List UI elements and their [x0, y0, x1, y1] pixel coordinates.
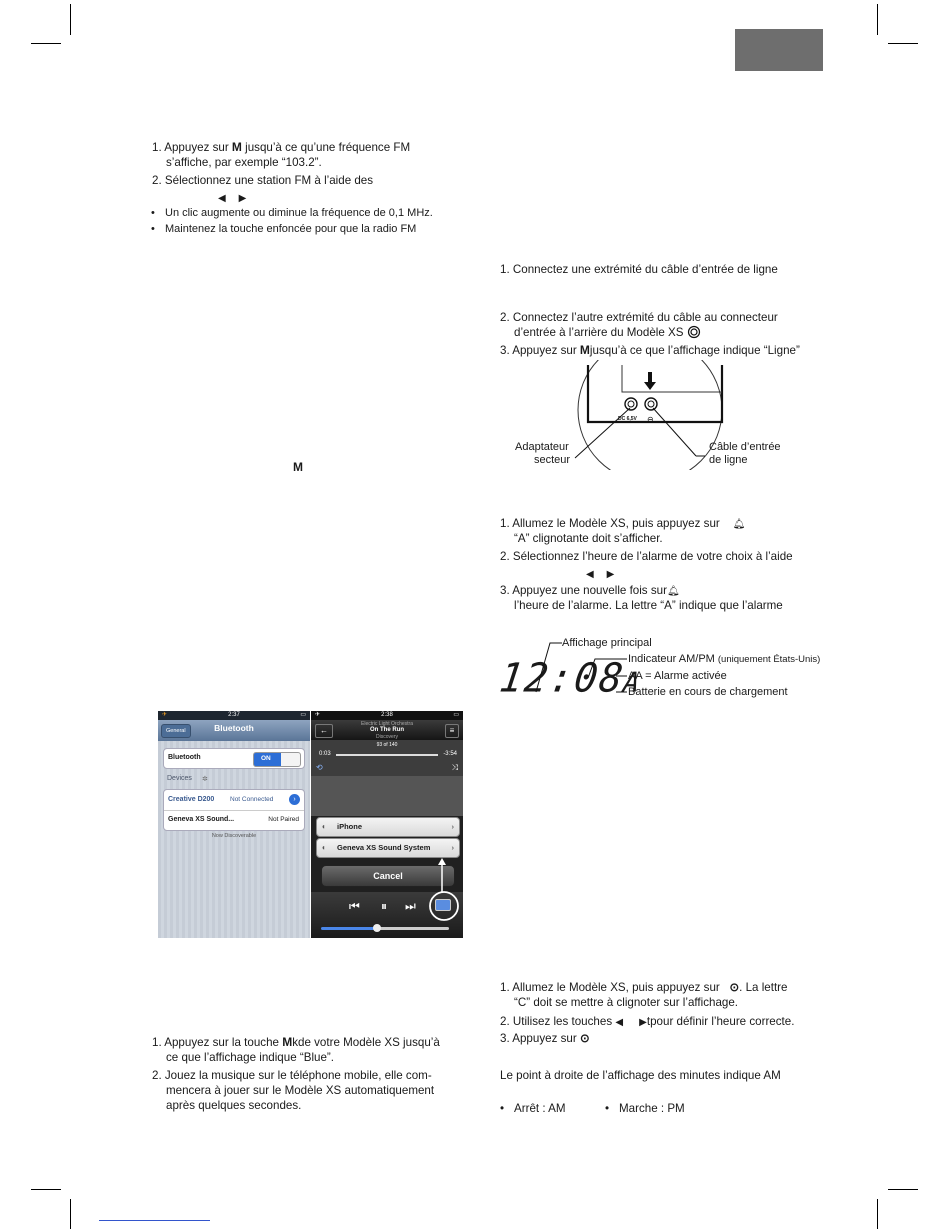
alarm-step-3: 3. Appuyez une nouvelle fois sur🔔︎: [500, 584, 680, 597]
detail-disclosure-icon[interactable]: ›: [289, 794, 300, 805]
crop-mark: [70, 4, 71, 35]
crop-mark: [877, 4, 878, 35]
bluetooth-toggle[interactable]: ON: [253, 752, 301, 767]
m-key-icon: M: [231, 140, 242, 154]
music-player-screenshot: [311, 711, 463, 938]
alarm-step-1-cont: “A” clignotante doit s’afficher.: [514, 532, 663, 545]
m-key-icon: M: [282, 1035, 293, 1049]
cable-label: Câble d’entrée: [709, 441, 781, 453]
line-step-2: 2. Connectez l’autre extrémité du câble au connecteur: [500, 311, 778, 324]
previous-icon[interactable]: ⏮: [349, 899, 360, 913]
fm-bullet-1: • Un clic augmente ou diminue la fréquence de 0,1 MHz.: [165, 206, 433, 221]
bell-icon: 🔔︎: [666, 586, 680, 597]
m-key-icon: M: [293, 460, 303, 474]
line-step-3: 3. Appuyez sur Mjusqu’à ce que l’affichage indique “Ligne”: [500, 343, 800, 357]
fm-step-1-cont: s’affiche, par exemple “103.2”.: [166, 156, 322, 169]
airplane-icon: ✈: [162, 712, 168, 718]
device-row[interactable]: Geneva XS Sound... Not Paired: [168, 816, 299, 823]
next-icon[interactable]: ⏭: [405, 899, 416, 913]
scrubber-panel: 93 of 140 0:03 -3:54 ⟲ ⤨: [311, 740, 463, 776]
cancel-button[interactable]: Cancel: [321, 865, 455, 887]
back-arrow-button[interactable]: ←: [315, 724, 333, 738]
alarm-arrow-keys: [586, 566, 614, 582]
pause-icon[interactable]: ⏸: [381, 899, 388, 913]
lcd-label-alarm: AA = Alarme activée: [628, 670, 727, 682]
cable-label: de ligne: [709, 454, 748, 466]
line-in-icon: [687, 325, 701, 339]
devices-header: Devices: [167, 775, 192, 782]
lcd-label-main: Affichage principal: [562, 637, 652, 649]
now-playing-header: ← Electric Light Orchestra On The Run Discovery ≡: [311, 720, 463, 740]
lcd-label-battery: Batterie en cours de chargement: [628, 686, 788, 698]
am-note: Le point à droite de l’affichage des minutes indique AM: [500, 1069, 781, 1082]
clock-step-1: 1. Allumez le Modèle XS, puis appuyez sur ⊙. La lettre: [500, 981, 788, 994]
alarm-step-3-cont: l’heure de l’alarme. La lettre “A” indique que l’alarme: [514, 599, 783, 612]
route-iphone-button[interactable]: ◖ iPhone ›: [316, 817, 460, 837]
callout-overlay: [311, 711, 463, 938]
bluetooth-row: Bluetooth ON: [163, 748, 305, 769]
battery-icon: ▭: [300, 712, 306, 718]
shuffle-icon[interactable]: ⤨: [451, 763, 458, 772]
line-in-icon: ⊖: [647, 415, 654, 424]
list-icon[interactable]: ≡: [445, 724, 459, 738]
bt-step-2: 2. Jouez la musique sur le téléphone mobile, elle com-: [152, 1069, 432, 1082]
left-arrow-icon: ◀: [218, 193, 226, 204]
bt-step-1-cont: ce que l’affichage indique “Blue”.: [166, 1051, 335, 1064]
spinner-icon: ✲: [202, 776, 208, 783]
bullet-marche: • Marche : PM: [619, 1101, 685, 1116]
speaker-icon: ◖: [321, 822, 326, 831]
alarm-step-2: 2. Sélectionnez l’heure de l’alarme de votre choix à l’aide: [500, 550, 793, 563]
left-arrow-icon: ◀: [586, 569, 594, 580]
adapter-label: secteur: [534, 454, 571, 466]
line-step-1: 1. Connectez une extrémité du câble d’entrée de ligne: [500, 263, 778, 276]
bt-step-2-cont: après quelques secondes.: [166, 1099, 302, 1112]
bt-step-2-cont: mencera à jouer sur le Modèle XS automatiquement: [166, 1084, 435, 1097]
clock-icon: ⊙: [729, 981, 740, 994]
speaker-icon: ◖: [321, 843, 326, 852]
crop-mark: [70, 1199, 71, 1229]
crop-mark: [31, 1189, 61, 1190]
bluetooth-settings-screenshot: [158, 711, 310, 938]
crop-mark: [888, 1189, 918, 1190]
section-tab: [735, 29, 823, 71]
repeat-icon[interactable]: ⟲: [316, 763, 323, 772]
adapter-label: Adaptateur: [515, 441, 569, 453]
crop-mark: [877, 1199, 878, 1229]
line-step-2-cont: d’entrée à l’arrière du Modèle XS: [500, 325, 701, 340]
m-key-icon: M: [579, 343, 590, 357]
right-arrow-icon: ▶: [238, 193, 247, 204]
crop-mark: [31, 43, 61, 44]
footer-link-line: [99, 1220, 210, 1221]
arrow-down-icon: [644, 382, 656, 390]
fm-step-2: 2. Sélectionnez une station FM à l’aide des: [152, 174, 374, 187]
clock-icon: ⊙: [579, 1032, 590, 1045]
general-back-button[interactable]: General: [161, 724, 191, 738]
airplane-icon: ✈: [315, 712, 321, 718]
battery-icon: ▭: [453, 712, 459, 718]
status-bar: ✈ 2:37 ▭: [158, 711, 310, 720]
bullet-arret: • Arrêt : AM: [514, 1101, 566, 1116]
alarm-step-1: 1. Allumez le Modèle XS, puis appuyez sur 🔔︎: [500, 517, 746, 530]
status-bar: ✈ 2:38 ▭: [311, 711, 463, 720]
bt-step-1: 1. Appuyez sur la touche Mkde votre Modèle XS jusqu’à: [152, 1035, 440, 1049]
nav-bar: [158, 720, 310, 741]
clock-step-1-cont: “C” doit se mettre à clignoter sur l’affichage.: [514, 996, 739, 1009]
device-list: [163, 789, 305, 831]
lcd-digits: 12:08A: [496, 654, 644, 702]
device-row[interactable]: Creative D200 Not Connected ›: [164, 790, 304, 811]
left-arrow-icon: ◀: [615, 1017, 624, 1028]
lcd-label-ampm: Indicateur AM/PM (uniquement États-Unis): [628, 653, 821, 665]
crop-mark: [888, 43, 918, 44]
bell-icon: 🔔︎: [732, 519, 746, 530]
fm-bullet-2: • Maintenez la touche enfoncée pour que la radio FM: [165, 222, 416, 237]
right-arrow-icon: ▶: [639, 1017, 647, 1028]
nav-title: Bluetooth: [214, 723, 254, 733]
right-arrow-icon: ▶: [606, 569, 615, 580]
fm-step-1: 1. Appuyez sur M jusqu’à ce qu’une fréquence FM: [152, 140, 411, 154]
discoverable-note: Now Discoverable: [211, 833, 257, 839]
clock-step-2: 2. Utilisez les touches ◀ ▶tpour définir l’heure correcte.: [500, 1015, 795, 1028]
chevron-right-icon: ›: [451, 843, 454, 852]
route-geneva-button[interactable]: ◖ Geneva XS Sound System ›: [316, 838, 460, 858]
clock-step-3: 3. Appuyez sur ⊙: [500, 1032, 590, 1045]
dc-label: DC 6,5V: [618, 416, 637, 422]
chevron-right-icon: ›: [451, 822, 454, 831]
fm-arrow-keys: [218, 190, 246, 206]
